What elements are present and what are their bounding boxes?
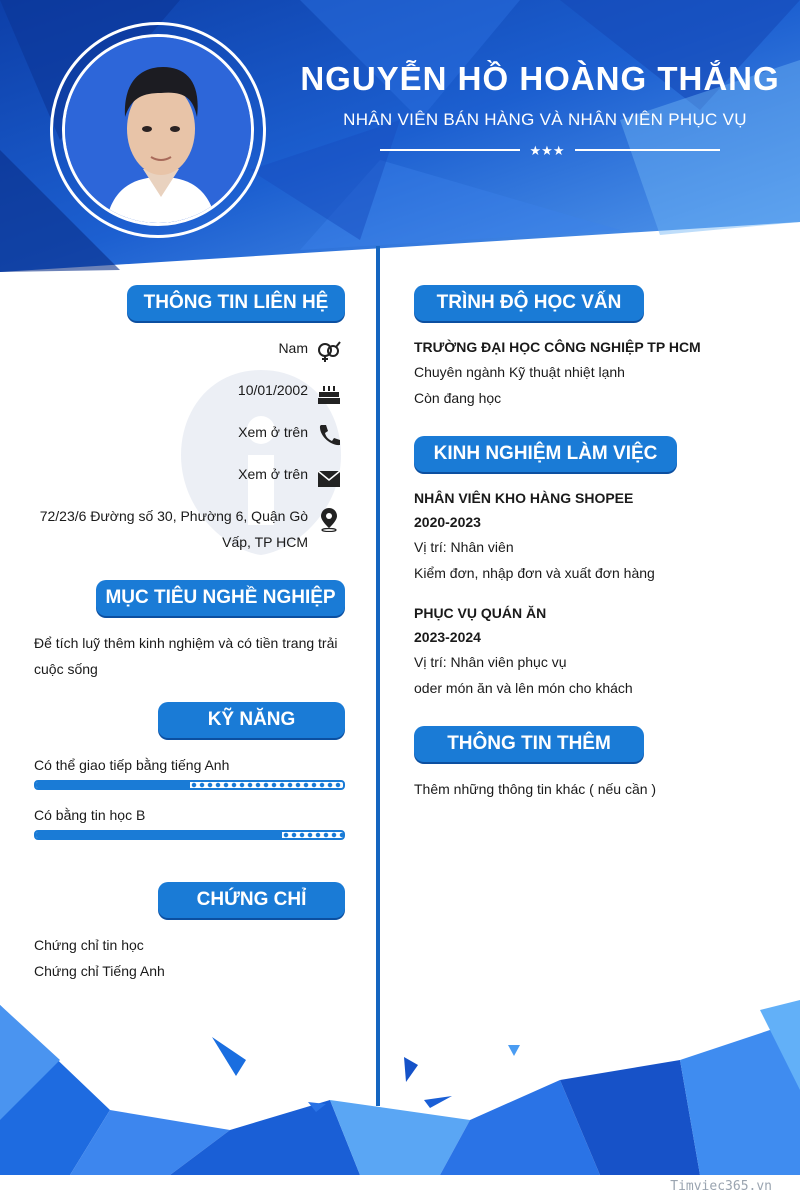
additional-info-heading: THÔNG TIN THÊM [414, 726, 644, 762]
candidate-name: NGUYỄN HỒ HOÀNG THẮNG [300, 60, 780, 97]
contact-heading: THÔNG TIN LIÊN HỆ [127, 285, 345, 321]
skill-bar-remaining [190, 782, 344, 788]
objective-line-1: Để tích luỹ thêm kinh nghiệm và có tiền trang trải [34, 635, 338, 651]
job-title: NHÂN VIÊN BÁN HÀNG VÀ NHÂN VIÊN PHỤC VỤ [343, 110, 747, 129]
svg-text:★★★: ★★★ [529, 144, 565, 156]
footer-decoration [0, 1000, 800, 1180]
gender-icon [316, 338, 342, 364]
skill-label: Có thể giao tiếp bằng tiếng Anh [34, 757, 230, 773]
skills-heading: KỸ NĂNG [158, 702, 345, 738]
brand-watermark: Timviec365.vn [670, 1179, 772, 1194]
gender-value: Nam [278, 340, 308, 356]
education-major: Chuyên ngành Kỹ thuật nhiệt lạnh [414, 364, 625, 380]
phone-icon [316, 422, 342, 448]
email-value: Xem ở trên [238, 466, 308, 482]
skill-bar-fill [36, 782, 190, 788]
school-name: TRƯỜNG ĐẠI HỌC CÔNG NGHIỆP TP HCM [414, 339, 701, 355]
experience-period: 2020-2023 [414, 514, 481, 530]
experience-company: NHÂN VIÊN KHO HÀNG SHOPEE [414, 490, 634, 506]
avatar [62, 34, 254, 226]
experience-position: Vị trí: Nhân viên phục vụ [414, 654, 567, 670]
education-status: Còn đang học [414, 390, 502, 406]
location-pin-icon [316, 506, 342, 532]
objective-heading: MỤC TIÊU NGHỀ NGHIỆP [96, 580, 345, 616]
skill-bar-remaining [282, 832, 343, 838]
column-divider [376, 246, 380, 1106]
skill-bar [34, 780, 345, 790]
experience-position: Vị trí: Nhân viên [414, 539, 514, 555]
education-heading: TRÌNH ĐỘ HỌC VẤN [414, 285, 644, 321]
title-divider [380, 144, 720, 156]
birthday-cake-icon [316, 380, 342, 406]
experience-description: Kiểm đơn, nhập đơn và xuất đơn hàng [414, 565, 655, 581]
experience-description: oder món ăn và lên món cho khách [414, 680, 633, 696]
experience-period: 2023-2024 [414, 629, 481, 645]
skill-bar [34, 830, 345, 840]
skill-bar-fill [36, 832, 282, 838]
experience-heading: KINH NGHIỆM LÀM VIỆC [414, 436, 677, 472]
experience-company: PHỤC VỤ QUÁN ĂN [414, 605, 547, 621]
address-line-2: Vấp, TP HCM [222, 534, 308, 550]
address-line-1: 72/23/6 Đường số 30, Phường 6, Quận Gò [39, 508, 308, 524]
phone-value: Xem ở trên [238, 424, 308, 440]
objective-line-2: cuộc sống [34, 661, 98, 677]
certificates-heading: CHỨNG CHỈ [158, 882, 345, 918]
email-icon [316, 466, 342, 492]
skill-label: Có bằng tin học B [34, 807, 146, 823]
certificate-item: Chứng chỉ tin học [34, 937, 144, 953]
birthday-value: 10/01/2002 [237, 382, 308, 398]
additional-info-text: Thêm những thông tin khác ( nếu cần ) [414, 781, 657, 797]
certificate-item: Chứng chỉ Tiếng Anh [34, 963, 165, 979]
